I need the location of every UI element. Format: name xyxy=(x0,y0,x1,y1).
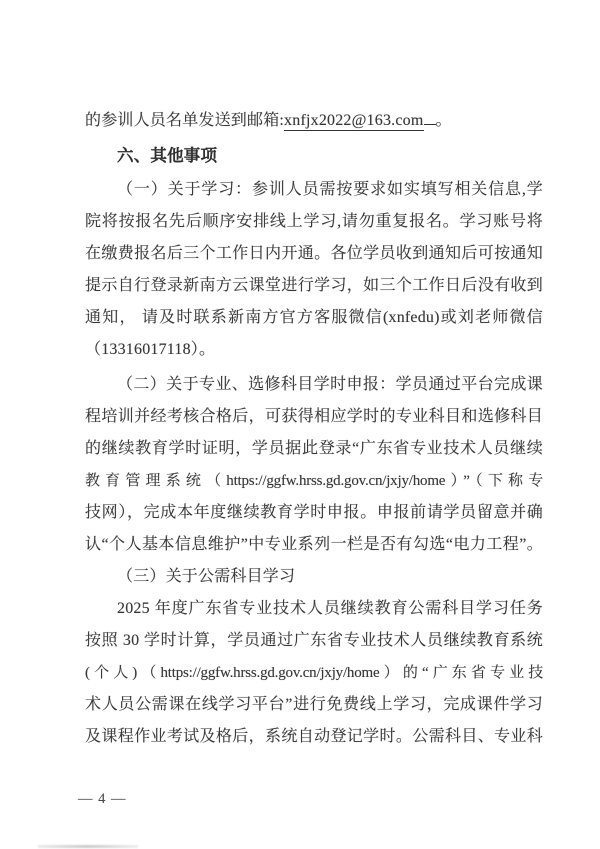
page-number: — 4 — xyxy=(78,791,127,807)
underline-tail xyxy=(424,109,436,125)
text-line: （13316017118）。 xyxy=(85,341,216,358)
text-line-url: 教育管理系统（https://ggfw.hrss.gd.gov.cn/jxjy/home）”（下称专 xyxy=(85,473,543,489)
text-line: 及课程作业考试及格后，系统自动登记学时。公需科目、专业科 xyxy=(85,728,543,745)
text-line: 2025 年度广东省专业技术人员继续教育公需科目学习任务 xyxy=(117,600,543,617)
text-line: 术人员公需课在线学习平台”进行免费线上学习，完成课件学习 xyxy=(85,696,543,713)
text-line: 按照 30 学时计算，学员通过广东省专业技术人员继续教育系统 xyxy=(85,632,543,649)
text-line: 提示自行登录新南方云课堂进行学习，如三个工作日后没有收到 xyxy=(85,277,543,294)
continuation-line xyxy=(85,105,543,137)
text-line: 程培训并经考核合格后，可获得相应学时的专业科目和选修科目 xyxy=(85,408,543,425)
text-line: （二）关于专业、选修科目学时申报：学员通过平台完成课 xyxy=(117,376,543,393)
section-heading-other-matters: 六、其他事项 xyxy=(117,147,218,165)
text-line: 在缴费报名后三个工作日内开通。各位学员收到通知后可按通知 xyxy=(85,245,543,262)
continuation-prefix: 的参训人员名单发送到邮箱: xyxy=(85,112,285,129)
text-line: 认“个人基本信息维护”中专业系列一栏是否有勾选“电力工程”。 xyxy=(85,536,543,553)
email-text: xnfjx2022@163.com xyxy=(284,112,424,129)
text-line: （一）关于学习：参训人员需按要求如实填写相关信息,学 xyxy=(117,181,543,198)
text-line: 院将按报名先后顺序安排线上学习,请勿重复报名。学习账号将 xyxy=(85,213,543,230)
body-text xyxy=(85,105,543,753)
paragraph-public-course-study xyxy=(85,593,543,753)
text-line-url: (个人)（https://ggfw.hrss.gd.gov.cn/jxjy/home）的“广东省专业技 xyxy=(85,665,543,681)
continuation-suffix: 。 xyxy=(435,112,452,129)
paragraph-about-study xyxy=(85,174,543,366)
text-line: 技网），完成本年度继续教育学时申报。申报前请学员留意并确 xyxy=(85,504,543,521)
scan-artifact xyxy=(38,845,138,848)
text-line: 通知， 请及时联系新南方官方客服微信(xnfedu)或刘老师微信 xyxy=(85,309,543,326)
subsection-heading-public-courses: （三）关于公需科目学习 xyxy=(117,568,296,585)
paragraph-about-credit-declaration xyxy=(85,369,543,561)
text-line: 的继续教育学时证明，学员据此登录“广东省专业技术人员继续 xyxy=(85,440,543,457)
